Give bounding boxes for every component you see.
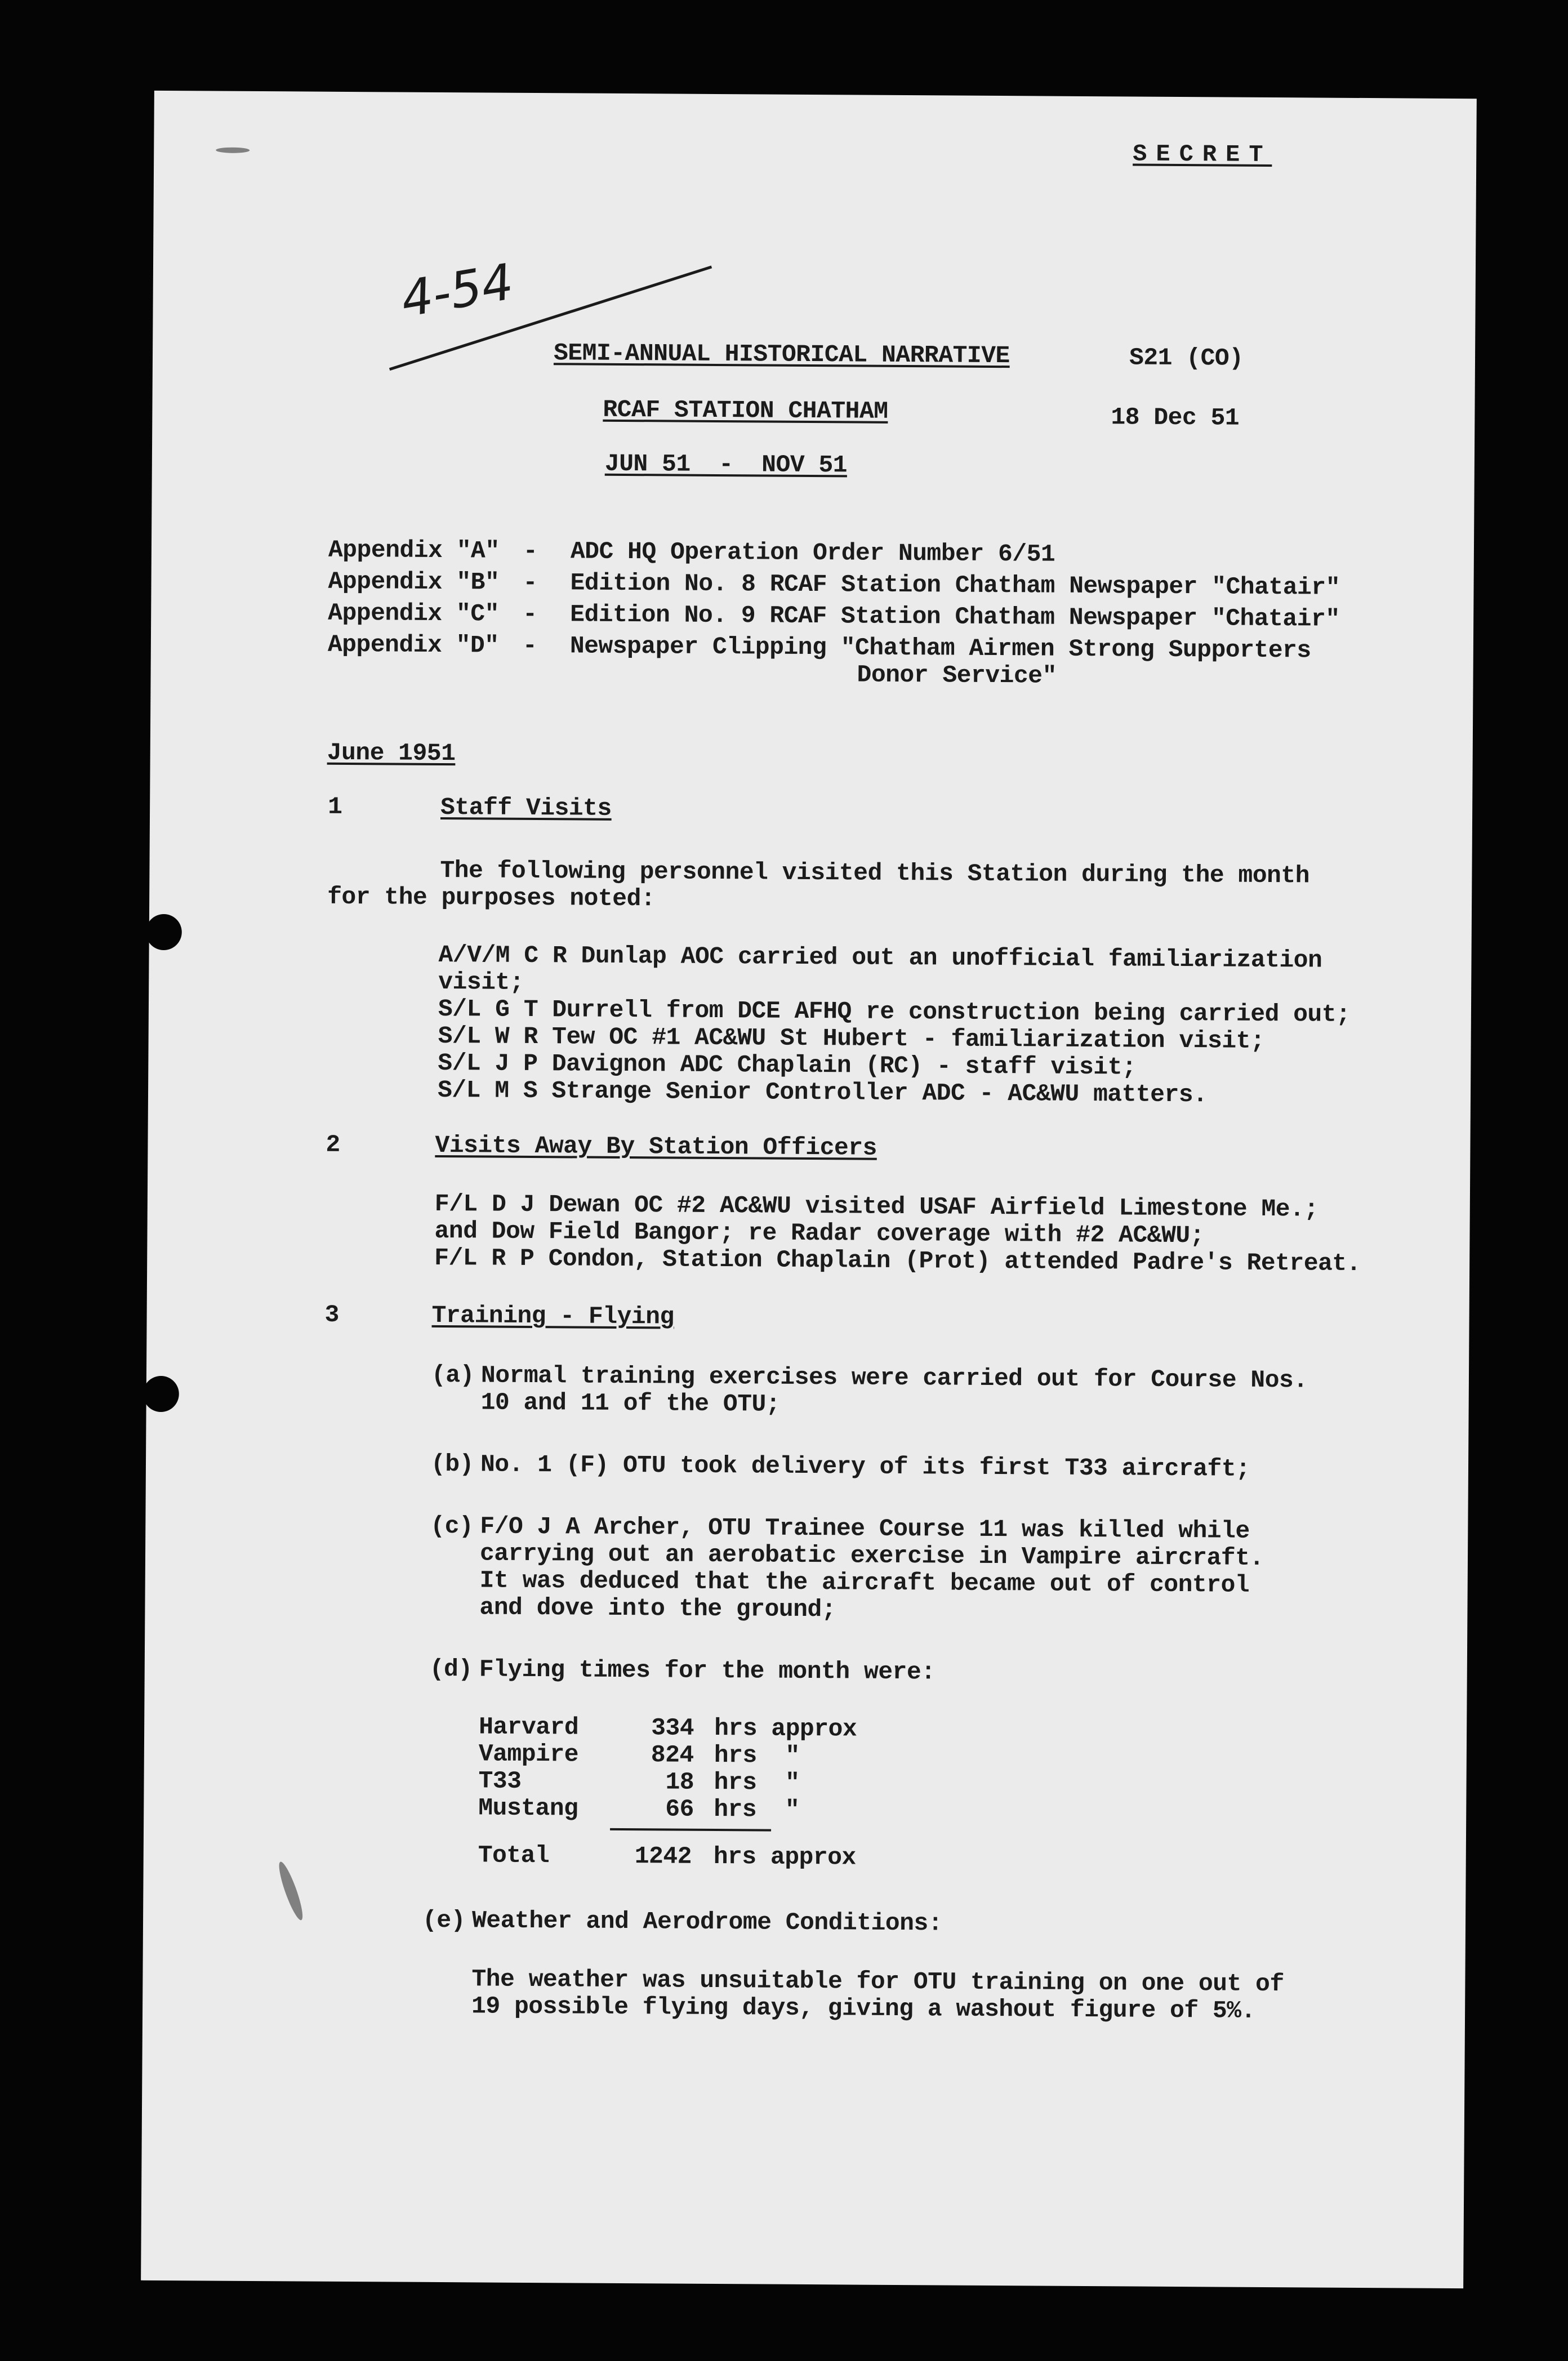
- item-c-text: It was deduced that the aircraft became out of control: [479, 1566, 1250, 1599]
- item-e-text: The weather was unsuitable for OTU training on one out of: [471, 1965, 1284, 1998]
- flying-hours: 66: [665, 1795, 694, 1823]
- appendix-text: Edition No. 8 RCAF Station Chatham Newspaper "Chatair": [570, 569, 1340, 602]
- section-number: 3: [324, 1300, 340, 1329]
- visit-line: and Dow Field Bangor; re Radar coverage with #2 AC&WU;: [434, 1217, 1205, 1250]
- flying-hours: 18: [665, 1768, 694, 1796]
- appendix-text: Newspaper Clipping "Chatham Airmen Strong Supporters: [569, 632, 1311, 665]
- item-c-text: and dove into the ground;: [479, 1593, 836, 1624]
- visit-line: S/L W R Tew OC #1 AC&WU St Hubert - familiarization visit;: [438, 1022, 1265, 1055]
- section-number: 1: [327, 792, 342, 821]
- item-d-text: Flying times for the month were:: [479, 1655, 936, 1686]
- total-label: Total: [478, 1841, 550, 1870]
- item-a-text: Normal training exercises were carried out for Course Nos.: [480, 1361, 1308, 1395]
- item-c-text: F/O J A Archer, OTU Trainee Course 11 was killed while: [480, 1512, 1250, 1545]
- section-title: Staff Visits: [440, 793, 612, 822]
- item-e-title: Weather and Aerodrome Conditions:: [471, 1906, 943, 1937]
- handwritten-reference: 4-54: [397, 252, 518, 329]
- document-page: [141, 91, 1477, 2288]
- total-hours: 1242: [634, 1842, 692, 1870]
- section-paragraph: for the purposes noted:: [327, 883, 656, 913]
- total-unit: hrs approx: [713, 1842, 856, 1872]
- item-label-e: (e): [422, 1906, 466, 1935]
- aircraft-type: T33: [478, 1767, 522, 1795]
- reporting-period: JUN 51 - NOV 51: [604, 449, 848, 479]
- hours-unit: hrs approx: [714, 1714, 857, 1743]
- appendix-dash: -: [523, 568, 538, 597]
- aircraft-type: Mustang: [478, 1794, 578, 1823]
- flying-hours: 824: [651, 1741, 694, 1769]
- visit-line: F/L R P Condon, Station Chaplain (Prot) attended Padre's Retreat.: [434, 1244, 1361, 1277]
- hours-unit: hrs ": [714, 1741, 800, 1770]
- section-title: Visits Away By Station Officers: [435, 1131, 877, 1162]
- station-name: RCAF STATION CHATHAM: [603, 395, 888, 425]
- item-label-a: (a): [431, 1361, 475, 1389]
- appendix-label: Appendix "B": [328, 567, 500, 596]
- item-label-d: (d): [429, 1655, 473, 1683]
- total-rule: [610, 1828, 771, 1832]
- visit-line: S/L G T Durrell from DCE AFHQ re construction being carried out;: [438, 995, 1351, 1028]
- appendix-label: Appendix "D": [327, 630, 499, 660]
- hours-unit: hrs ": [714, 1795, 800, 1824]
- visit-line: F/L D J Dewan OC #2 AC&WU visited USAF Airfield Limestone Me.;: [434, 1190, 1318, 1223]
- item-label-b: (b): [430, 1450, 474, 1478]
- appendix-dash: -: [522, 631, 537, 660]
- visit-line: S/L M S Strange Senior Controller ADC - AC&WU matters.: [437, 1076, 1208, 1109]
- item-a-text: 10 and 11 of the OTU;: [480, 1388, 781, 1418]
- ink-smudge: [216, 148, 250, 153]
- appendix-dash: -: [523, 537, 538, 565]
- section-number: 2: [326, 1130, 340, 1159]
- hours-unit: hrs ": [714, 1768, 800, 1797]
- file-reference: S21 (CO): [1129, 344, 1244, 372]
- document-date: 18 Dec 51: [1111, 403, 1240, 432]
- flying-hours: 334: [651, 1714, 694, 1742]
- classification-marking: SECRET: [1133, 140, 1272, 168]
- visit-line: S/L J P Davignon ADC Chaplain (RC) - staff visit;: [438, 1049, 1137, 1081]
- item-e-text: 19 possible flying days, giving a washout figure of 5%.: [471, 1992, 1255, 2025]
- appendix-text: ADC HQ Operation Order Number 6/51: [570, 537, 1055, 568]
- section-paragraph: The following personnel visited this Station during the month: [440, 856, 1310, 890]
- document-title: SEMI-ANNUAL HISTORICAL NARRATIVE: [553, 339, 1010, 370]
- visit-line: visit;: [438, 968, 524, 996]
- appendix-text: Edition No. 9 RCAF Station Chatham Newspaper "Chatair": [570, 600, 1340, 633]
- aircraft-type: Vampire: [478, 1740, 579, 1768]
- item-label-c: (c): [430, 1512, 474, 1540]
- punch-hole-bottom: [143, 1376, 179, 1412]
- aircraft-type: Harvard: [479, 1713, 579, 1741]
- section-title: Training - Flying: [431, 1301, 674, 1331]
- appendix-label: Appendix "A": [328, 536, 500, 565]
- visit-line: A/V/M C R Dunlap AOC carried out an unofficial familiarization: [438, 941, 1322, 974]
- appendix-text-continuation: Donor Service": [857, 661, 1057, 690]
- item-c-text: carrying out an aerobatic exercise in Vampire aircraft.: [479, 1539, 1264, 1572]
- month-heading: June 1951: [327, 738, 456, 768]
- item-b-text: No. 1 (F) OTU took delivery of its first T33 aircraft;: [480, 1450, 1250, 1483]
- appendix-dash: -: [523, 600, 537, 629]
- ink-smudge: [275, 1860, 306, 1922]
- appendix-label: Appendix "C": [328, 599, 500, 628]
- punch-hole-top: [146, 914, 182, 950]
